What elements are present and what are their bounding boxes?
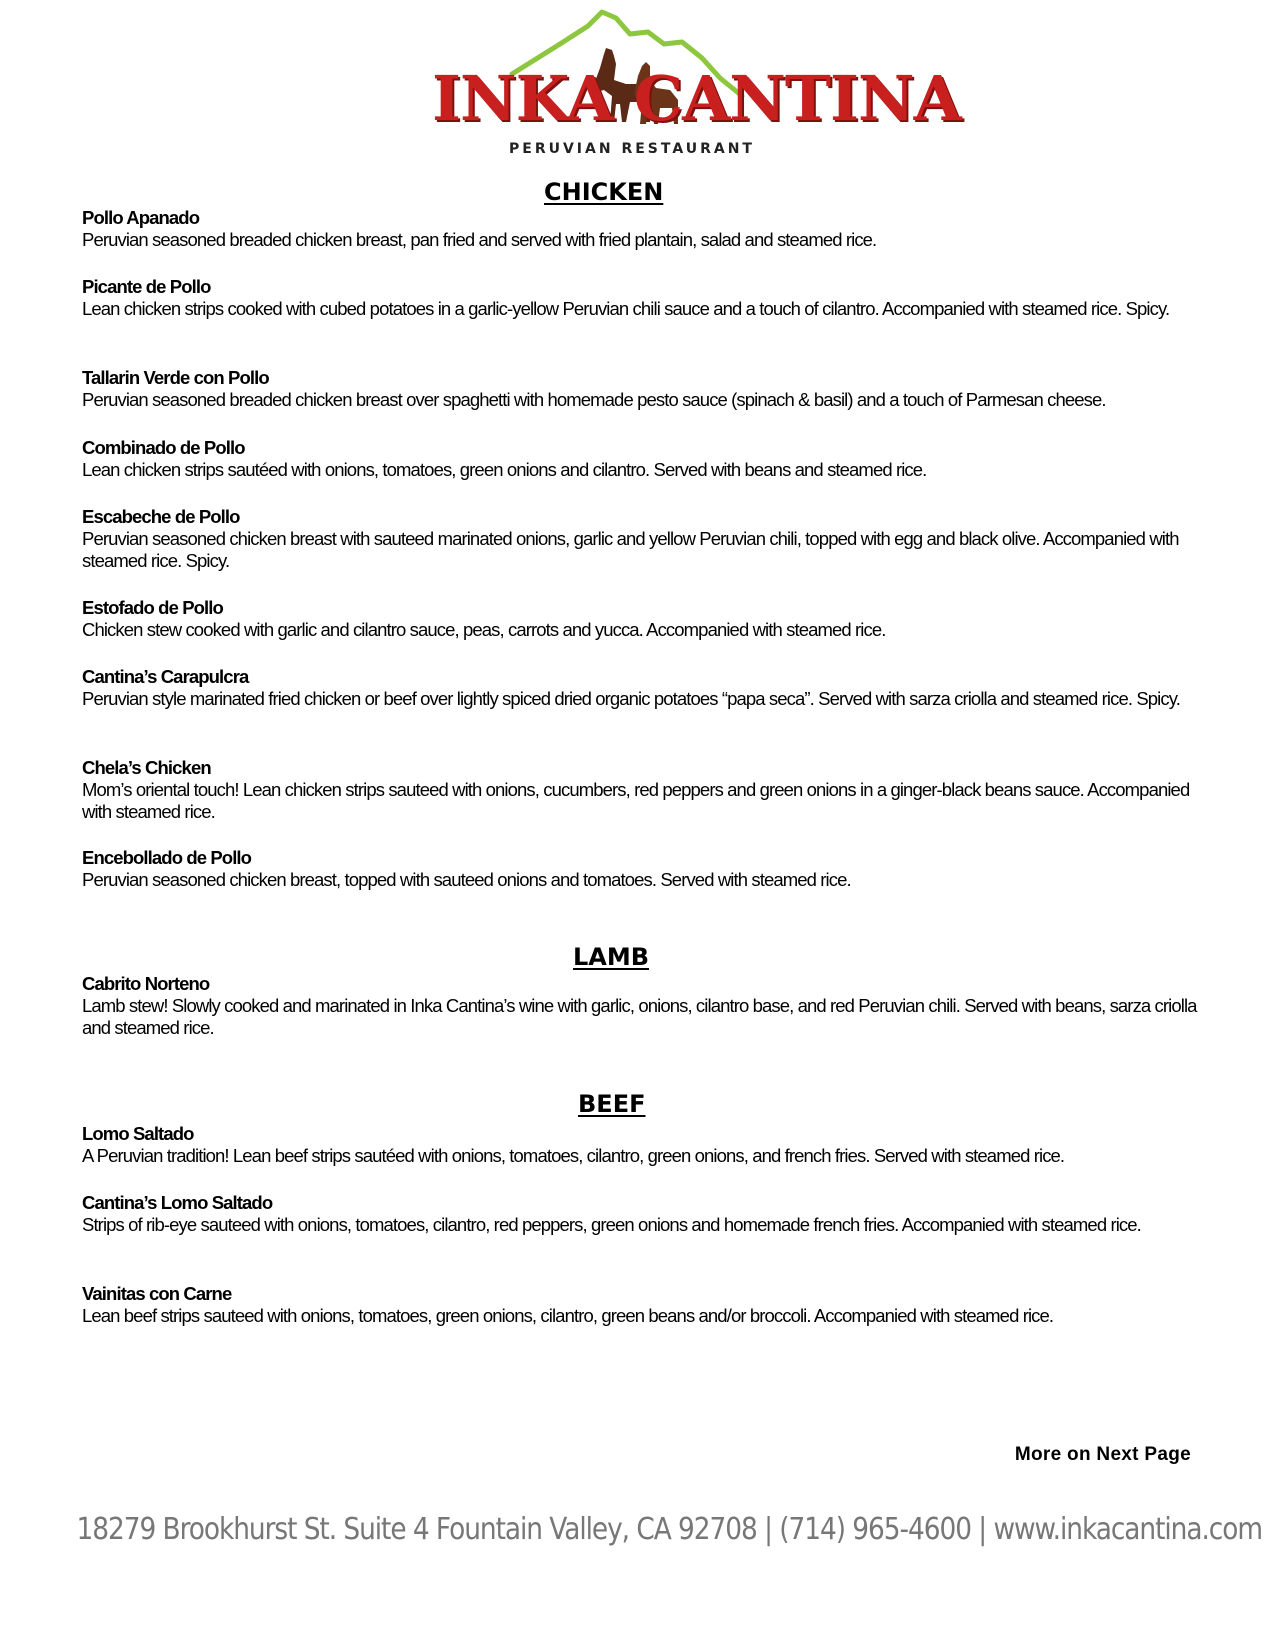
item-name: Vainitas con Carne [82,1283,232,1304]
section-heading-beef: BEEF [578,1090,646,1118]
item-description: Chicken stew cooked with garlic and cilantro sauce, peas, carrots and yucca. Accompanied with steamed rice. [82,619,886,640]
menu-item [82,1123,1197,1167]
item-description: Lean chicken strips cooked with cubed potatoes in a garlic-yellow Peruvian chili sauce and a touch of cilantro. Accompanied with steamed rice. Spicy. [82,298,1170,319]
restaurant-logo [420,4,961,164]
logo-subtitle: PERUVIAN RESTAURANT [509,141,755,157]
item-description: Peruvian style marinated fried chicken or beef over lightly spiced dried organic potatoes “papa seca”. Served with sarza criolla and steamed rice. Spicy. [82,688,1180,709]
item-name: Encebollado de Pollo [82,847,252,868]
menu-item [82,666,1197,710]
item-description: Peruvian seasoned chicken breast with sauteed marinated onions, garlic and yellow Peruvian chili, topped with egg and black olive. Accompanied with steamed rice. Spicy. [82,528,1179,571]
menu-item [82,1192,1197,1236]
logo-title: INKA CANTINA [432,62,961,135]
section-heading-lamb: LAMB [573,943,650,971]
footer-contact: 18279 Brookhurst St. Suite 4 Fountain Valley, CA 92708 | (714) 965-4600 | www.inkacantina.com [76,1512,1263,1547]
more-on-next-page-note: More on Next Page [1014,1444,1191,1465]
section-heading-chicken: CHICKEN [544,178,664,206]
item-name: Cantina’s Carapulcra [82,666,249,687]
menu-item [82,276,1197,320]
item-name: Estofado de Pollo [82,597,223,618]
item-description: Lean chicken strips sautéed with onions, tomatoes, green onions and cilantro. Served with beans and steamed rice. [82,459,927,480]
item-name: Tallarin Verde con Pollo [82,367,269,388]
menu-item [82,973,1197,1039]
menu-item [82,207,1197,251]
item-name: Combinado de Pollo [82,437,245,458]
item-description: Peruvian seasoned breaded chicken breast over spaghetti with homemade pesto sauce (spinach & basil) and a touch of Parmesan cheese. [82,389,1106,410]
item-name: Escabeche de Pollo [82,506,240,527]
menu-item [82,847,1197,891]
menu-item [82,506,1197,572]
item-description: Peruvian seasoned breaded chicken breast, pan fried and served with fried plantain, salad and steamed rice. [82,229,877,250]
item-name: Pollo Apanado [82,207,200,228]
item-name: Cabrito Norteno [82,973,210,994]
item-description: Strips of rib-eye sauteed with onions, tomatoes, cilantro, red peppers, green onions and homemade french fries. Accompanied with steamed rice. [82,1214,1141,1235]
item-name: Chela’s Chicken [82,757,211,778]
item-description: Lean beef strips sauteed with onions, tomatoes, green onions, cilantro, green beans and/or broccoli. Accompanied with steamed rice. [82,1305,1054,1326]
menu-item [82,597,1197,641]
menu-item [82,757,1197,823]
menu-item [82,1283,1197,1327]
item-description: Lamb stew! Slowly cooked and marinated in Inka Cantina’s wine with garlic, onions, cilantro base, and red Peruvian chili. Served with beans, sarza criolla and steamed rice. [82,995,1197,1038]
menu-item [82,367,1197,411]
item-description: Mom’s oriental touch! Lean chicken strips sauteed with onions, cucumbers, red peppers and green onions in a ginger-black beans sauce. Accompanied with steamed rice. [82,779,1190,822]
item-name: Cantina’s Lomo Saltado [82,1192,273,1213]
item-name: Picante de Pollo [82,276,211,297]
item-name: Lomo Saltado [82,1123,194,1144]
menu-item [82,437,1197,481]
item-description: A Peruvian tradition! Lean beef strips sautéed with onions, tomatoes, cilantro, green onions, and french fries. Served with steamed rice. [82,1145,1065,1166]
item-description: Peruvian seasoned chicken breast, topped with sauteed onions and tomatoes. Served with steamed rice. [82,869,851,890]
